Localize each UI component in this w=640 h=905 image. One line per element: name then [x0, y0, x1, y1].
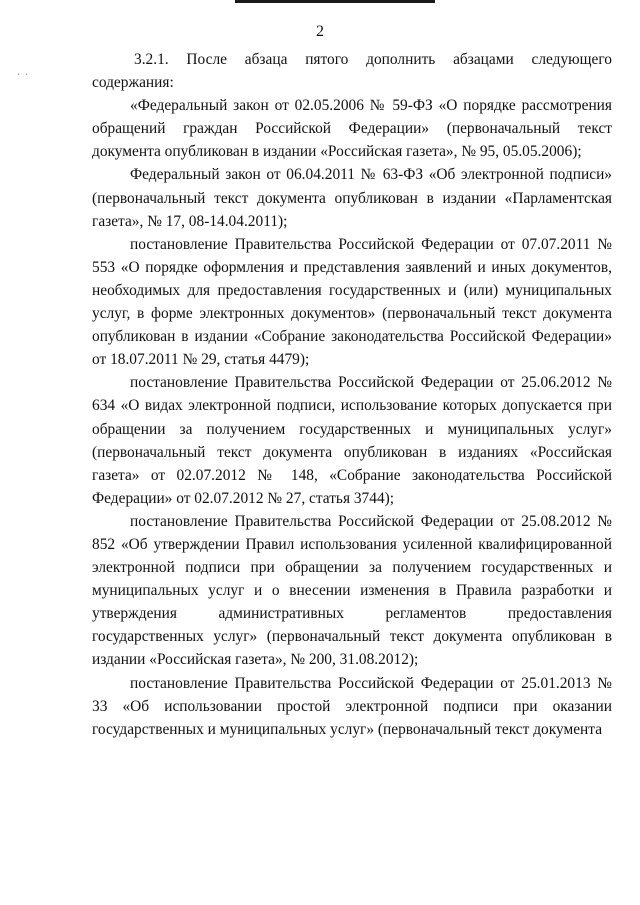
- top-rule: [235, 0, 435, 3]
- paragraph-law-59fz: «Федеральный закон от 02.05.2006 № 59-ФЗ «О порядке рассмотрения обращений граждан Российской Федерации» (первоначальный текст документа опубликован в издании «Российская газета», № 95, 05.05.2006);: [92, 97, 612, 161]
- paragraph-decree-553: постановление Правительства Российской Федерации от 07.07.2011 № 553 «О порядке оформления и представления заявлений и иных документов, необходимых для предоставления государственных и (или) муниципальных услуг, в форме электронных документов» (первоначальный текст документа опубликован в издании «Собрание законодательства Российской Федерации» от 18.07.2011 № 29, статья 4479);: [92, 235, 612, 369]
- document-body: [92, 48, 612, 741]
- paragraph-decree-33: постановление Правительства Российской Федерации от 25.01.2013 № 33 «Об использовании простой электронной подписи при оказании государственных и муниципальных услуг» (первоначальный текст документа: [92, 674, 612, 738]
- page-number: 2: [316, 23, 324, 40]
- paragraph-law-63fz: Федеральный закон от 06.04.2011 № 63-ФЗ «Об электронной подписи» (первоначальный текст документа опубликован в издании «Парламентская газета», № 17, 08-14.04.2011);: [92, 166, 612, 230]
- paragraph-intro: 3.2.1. После абзаца пятого дополнить абзацами следующего содержания:: [92, 51, 612, 92]
- paragraph-decree-634: постановление Правительства Российской Федерации от 25.06.2012 № 634 «О видах электронной подписи, использование которых допускается при обращении за получением государственных и муниципальных услуг» (первоначальный текст документа опубликован в изданиях «Российская газета» от 02.07.2012 № 148, «Собрание законодательства Российской Федерации» от 02.07.2012 № 27, статья 3744);: [92, 374, 612, 507]
- margin-marks: · ·: [17, 70, 30, 81]
- paragraph-decree-852: постановление Правительства Российской Федерации от 25.08.2012 № 852 «Об утверждении Правил использования усиленной квалифицированной электронной подписи при обращении за получением государственных и муниципальных услуг и о внесении изменения в Правила разработки и утверждения административных регламентов предоставления государственных услуг» (первоначальный текст документа опубликован в издании «Российская газета», № 200, 31.08.2012);: [92, 512, 612, 669]
